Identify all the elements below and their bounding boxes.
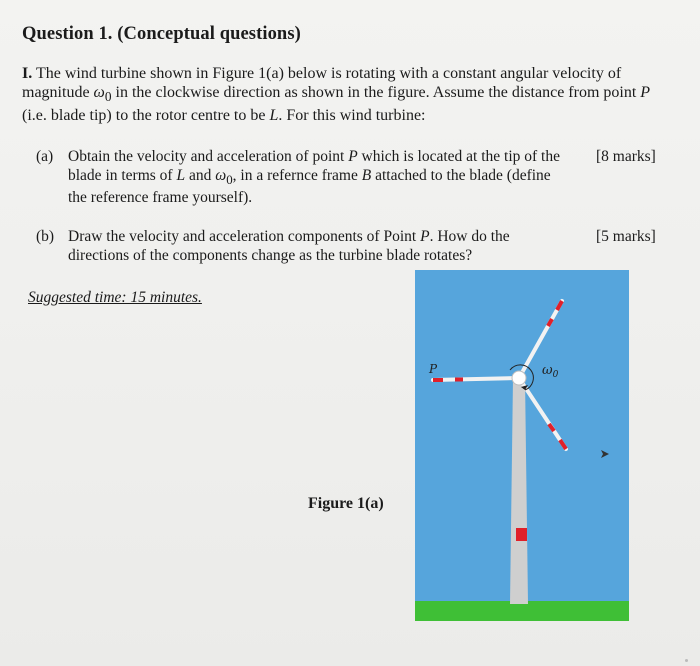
wind-turbine-svg [415,270,629,621]
part-a-t5: attached to the blade (define the reference frame yourself). [68,166,551,207]
part-a-l: L [176,166,186,184]
blade-left [433,378,519,380]
part-a-omega-sub: 0 [226,171,233,187]
part-a-t2: which is located at the tip of the blade in terms of [68,148,560,184]
part-a-t1: Obtain the velocity and acceleration of point [68,148,349,165]
part-b-text [68,228,573,265]
intro-point: P [640,84,651,101]
part-b-label: (b) [36,228,55,245]
suggested-time: Suggested time: 15 minutes. [28,289,202,306]
part-a-omega: ω [215,166,227,184]
intro-text-3: (i.e. blade tip) to the rotor centre to be [22,107,270,125]
rotor-hub [512,371,526,385]
intro-omega-sub: 0 [104,89,112,105]
part-b-t2: . How do the directions of the components change as the turbine blade rotates? [68,228,510,264]
part-a-p: P [348,148,358,165]
part-a [36,148,676,208]
part-a-frame: B [361,166,372,184]
intro-text-2: in the clockwise direction as shown in the figure. Assume the distance from point [111,84,641,101]
intro-length: L [269,107,279,125]
intro-text-4: . For this wind turbine: [278,107,426,125]
intro-number: I. [22,65,33,82]
omega-sub: 0 [552,370,559,380]
figure-caption: Figure 1(a) [308,495,384,512]
part-a-t3: and [185,166,216,184]
part-a-t4: , in a refernce frame [232,166,362,184]
tower-stripe [516,528,527,541]
tower [510,378,528,604]
part-a-label: (a) [36,148,54,165]
part-b-p: P [420,228,430,245]
point-p-label: P [429,362,438,376]
part-b-t1: Draw the velocity and acceleration components of Point [68,228,421,245]
omega-symbol: ω [542,363,553,378]
part-b-marks: [5 marks] [596,228,656,245]
intro-omega: ω [93,84,105,101]
wind-turbine-figure [415,270,629,621]
question-intro [22,64,670,125]
part-a-marks: [8 marks] [596,148,656,165]
stray-dot [685,659,688,662]
part-b [36,228,676,268]
question-heading: Question 1. (Conceptual questions) [22,24,301,44]
intro-text-1: The wind turbine shown in Figure 1(a) below is rotating with a constant angular velocity of magnitude [22,65,622,101]
part-a-text [68,148,573,208]
